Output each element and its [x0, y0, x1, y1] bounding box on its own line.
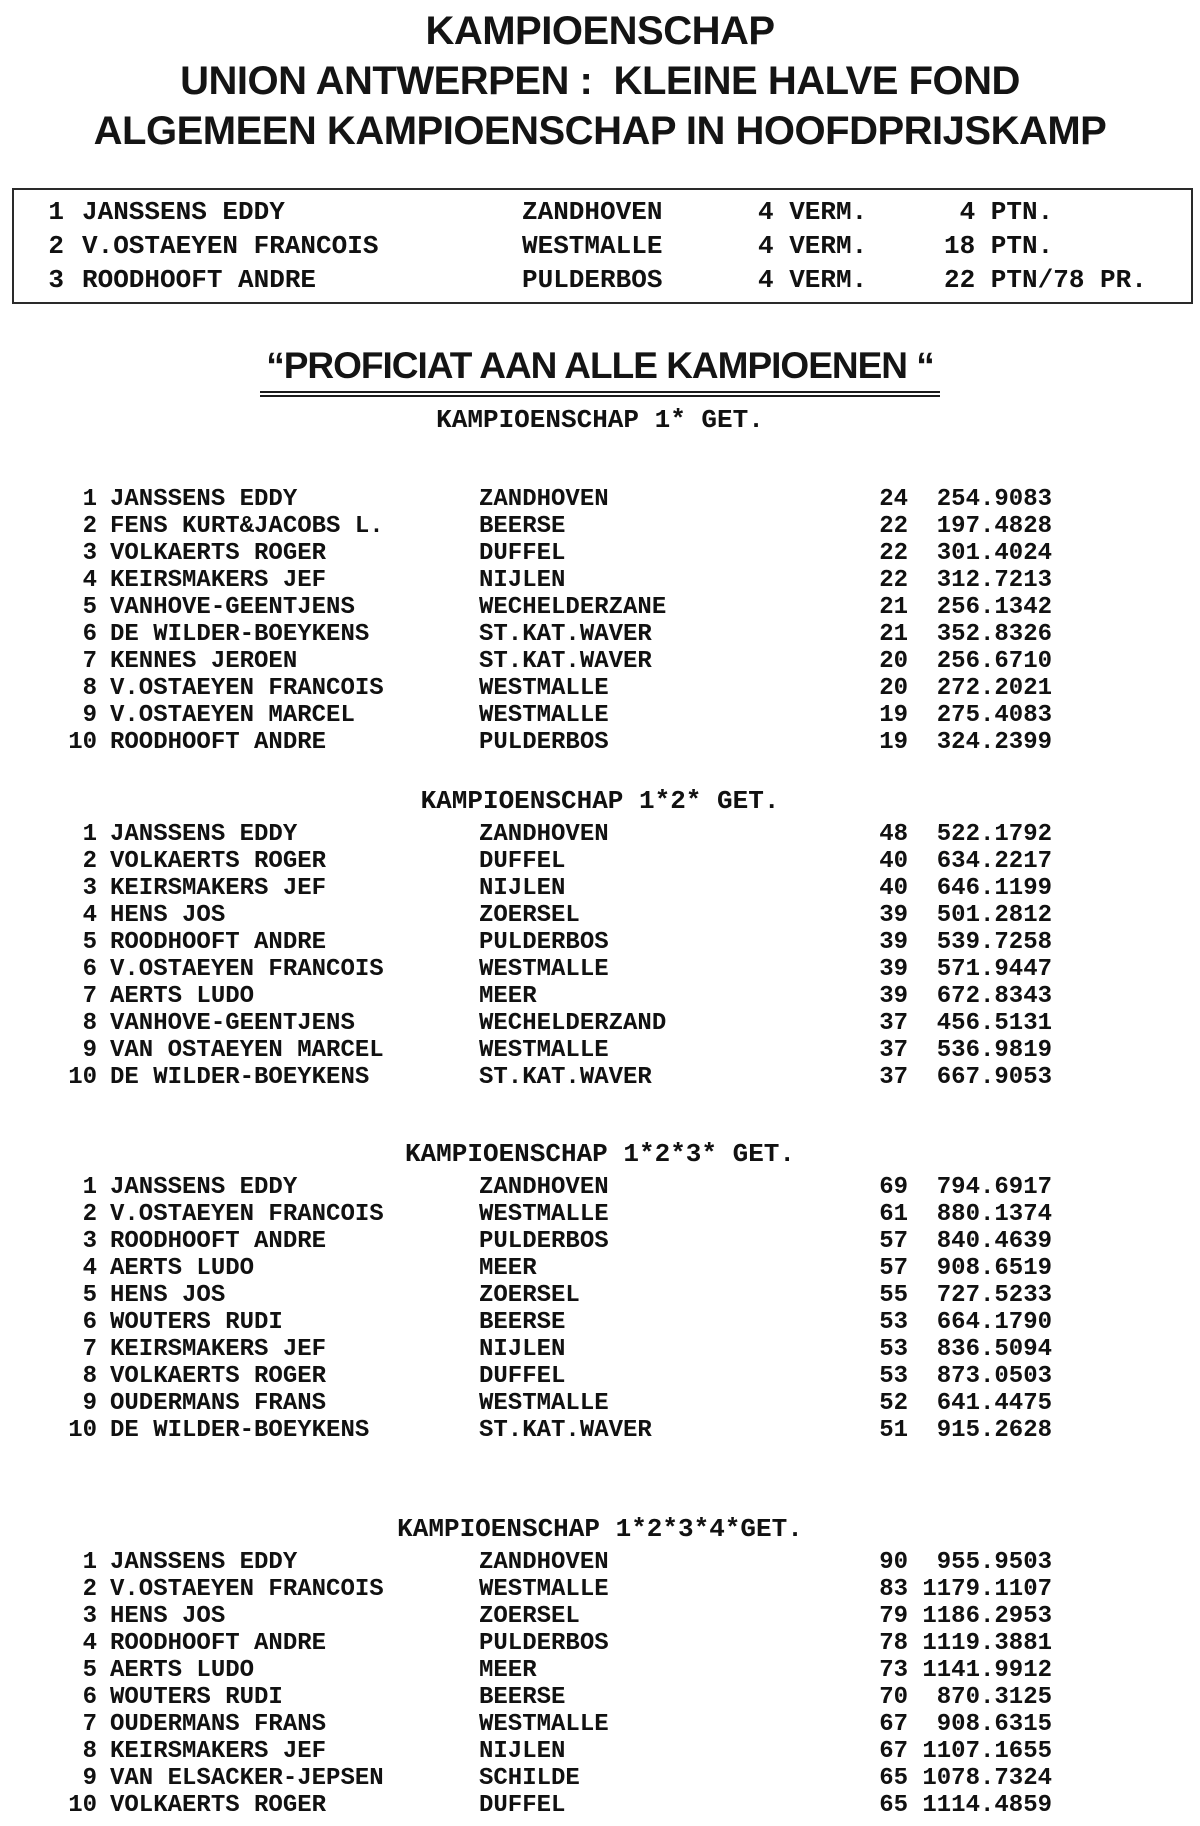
count-cell: 53: [879, 1363, 908, 1390]
rank-cell: 3: [48, 265, 64, 295]
rank-cell: 2: [82, 513, 97, 540]
name-cell: AERTS LUDO: [110, 1657, 255, 1684]
name-cell: OUDERMANS FRANS: [110, 1390, 327, 1417]
name-cell: KEIRSMAKERS JEF: [110, 875, 327, 902]
table-row: [0, 821, 1200, 848]
table-row: [0, 983, 1200, 1010]
table-row: [0, 675, 1200, 702]
points-cell: 836.5094: [936, 1336, 1052, 1363]
city-cell: WESTMALLE: [479, 1576, 609, 1603]
name-cell: ROODHOOFT ANDRE: [110, 1228, 327, 1255]
city-cell: DUFFEL: [479, 1363, 566, 1390]
count-cell: 39: [879, 902, 908, 929]
table-row: [0, 1603, 1200, 1630]
name-cell: JANSSENS EDDY: [110, 486, 298, 513]
rank-cell: 1: [82, 1549, 97, 1576]
rank-cell: 6: [82, 1684, 97, 1711]
city-cell: PULDERBOS: [479, 1630, 609, 1657]
name-cell: KENNES JEROEN: [110, 648, 298, 675]
points-cell: 4 PTN.: [944, 197, 1054, 227]
city-cell: DUFFEL: [479, 1792, 566, 1819]
name-cell: VOLKAERTS ROGER: [110, 1792, 327, 1819]
overall-row: [14, 195, 1191, 229]
name-cell: ROODHOOFT ANDRE: [110, 1630, 327, 1657]
count-cell: 69: [879, 1174, 908, 1201]
rank-cell: 6: [82, 621, 97, 648]
rank-cell: 5: [82, 1282, 97, 1309]
overall-championship-box: [12, 188, 1193, 304]
table-row: [0, 567, 1200, 594]
count-cell: 57: [879, 1255, 908, 1282]
count-cell: 20: [879, 675, 908, 702]
count-cell: 22: [879, 540, 908, 567]
city-cell: BEERSE: [479, 513, 566, 540]
rank-cell: 9: [82, 1390, 97, 1417]
points-cell: 539.7258: [936, 929, 1052, 956]
count-cell: 79: [879, 1603, 908, 1630]
table-row: [0, 1255, 1200, 1282]
points-cell: 1107.1655: [922, 1738, 1052, 1765]
points-cell: 352.8326: [936, 621, 1052, 648]
name-cell: ROODHOOFT ANDRE: [110, 929, 327, 956]
title-line-3: ALGEMEEN KAMPIOENSCHAP IN HOOFDPRIJSKAMP: [93, 109, 1107, 153]
points-cell: 1186.2953: [922, 1603, 1052, 1630]
city-cell: WESTMALLE: [479, 1390, 609, 1417]
city-cell: ZANDHOVEN: [479, 1174, 609, 1201]
name-cell: V.OSTAEYEN FRANCOIS: [110, 675, 384, 702]
rank-cell: 7: [82, 1711, 97, 1738]
count-cell: 61: [879, 1201, 908, 1228]
rank-cell: 1: [82, 1174, 97, 1201]
city-cell: NIJLEN: [479, 567, 566, 594]
name-cell: V.OSTAEYEN FRANCOIS: [110, 1576, 384, 1603]
table-row: [0, 1390, 1200, 1417]
count-cell: 39: [879, 929, 908, 956]
rank-cell: 9: [82, 1037, 97, 1064]
name-cell: V.OSTAEYEN FRANCOIS: [82, 231, 379, 261]
points-cell: 536.9819: [936, 1037, 1052, 1064]
rank-cell: 8: [82, 1010, 97, 1037]
rank-cell: 5: [82, 929, 97, 956]
name-cell: VOLKAERTS ROGER: [110, 848, 327, 875]
rank-cell: 2: [82, 1576, 97, 1603]
name-cell: V.OSTAEYEN MARCEL: [110, 702, 355, 729]
vermeldingen-cell: 4 VERM.: [758, 231, 868, 261]
name-cell: VOLKAERTS ROGER: [110, 540, 327, 567]
table-row: [0, 621, 1200, 648]
count-cell: 39: [879, 956, 908, 983]
name-cell: AERTS LUDO: [110, 983, 255, 1010]
points-cell: 272.2021: [936, 675, 1052, 702]
rank-cell: 8: [82, 675, 97, 702]
rank-cell: 8: [82, 1363, 97, 1390]
count-cell: 53: [879, 1336, 908, 1363]
count-cell: 78: [879, 1630, 908, 1657]
ranking-table-1-2-3-get: [0, 1174, 1200, 1444]
city-cell: WESTMALLE: [479, 702, 609, 729]
table-row: [0, 875, 1200, 902]
rank-cell: 2: [48, 231, 64, 261]
name-cell: HENS JOS: [110, 1282, 226, 1309]
name-cell: OUDERMANS FRANS: [110, 1711, 327, 1738]
points-cell: 873.0503: [936, 1363, 1052, 1390]
table-row: [0, 1711, 1200, 1738]
points-cell: 880.1374: [936, 1201, 1052, 1228]
count-cell: 19: [879, 702, 908, 729]
city-cell: NIJLEN: [479, 875, 566, 902]
city-cell: ZANDHOVEN: [479, 486, 609, 513]
name-cell: VANHOVE-GEENTJENS: [110, 594, 355, 621]
city-cell: ZOERSEL: [479, 902, 580, 929]
count-cell: 37: [879, 1037, 908, 1064]
table-row: [0, 486, 1200, 513]
count-cell: 55: [879, 1282, 908, 1309]
rank-cell: 10: [68, 1792, 97, 1819]
points-cell: 571.9447: [936, 956, 1052, 983]
count-cell: 65: [879, 1765, 908, 1792]
city-cell: WESTMALLE: [479, 1201, 609, 1228]
city-cell: ZOERSEL: [479, 1282, 580, 1309]
city-cell: NIJLEN: [479, 1738, 566, 1765]
count-cell: 51: [879, 1417, 908, 1444]
points-cell: 840.4639: [936, 1228, 1052, 1255]
points-cell: 522.1792: [936, 821, 1052, 848]
table-row: [0, 1336, 1200, 1363]
name-cell: FENS KURT&JACOBS L.: [110, 513, 384, 540]
city-cell: MEER: [479, 1657, 537, 1684]
vermeldingen-cell: 4 VERM.: [758, 197, 868, 227]
city-cell: PULDERBOS: [522, 265, 663, 295]
table-row: [0, 1174, 1200, 1201]
count-cell: 90: [879, 1549, 908, 1576]
table-row: [0, 1228, 1200, 1255]
rank-cell: 9: [82, 1765, 97, 1792]
section-title-1-2-3-get: KAMPIOENSCHAP 1*2*3* GET.: [404, 1139, 796, 1169]
name-cell: KEIRSMAKERS JEF: [110, 1336, 327, 1363]
count-cell: 39: [879, 983, 908, 1010]
table-row: [0, 1792, 1200, 1819]
name-cell: JANSSENS EDDY: [110, 821, 298, 848]
points-cell: 1078.7324: [922, 1765, 1052, 1792]
city-cell: ZANDHOVEN: [479, 1549, 609, 1576]
city-cell: ST.KAT.WAVER: [479, 1064, 652, 1091]
points-cell: 312.7213: [936, 567, 1052, 594]
count-cell: 21: [879, 621, 908, 648]
rank-cell: 2: [82, 848, 97, 875]
points-cell: 1141.9912: [922, 1657, 1052, 1684]
table-row: [0, 1010, 1200, 1037]
name-cell: JANSSENS EDDY: [82, 197, 285, 227]
name-cell: HENS JOS: [110, 1603, 226, 1630]
points-cell: 664.1790: [936, 1309, 1052, 1336]
rank-cell: 3: [82, 875, 97, 902]
points-cell: 1119.3881: [922, 1630, 1052, 1657]
city-cell: SCHILDE: [479, 1765, 580, 1792]
city-cell: ST.KAT.WAVER: [479, 621, 652, 648]
table-row: [0, 1684, 1200, 1711]
city-cell: PULDERBOS: [479, 1228, 609, 1255]
table-row: [0, 1037, 1200, 1064]
city-cell: WESTMALLE: [479, 675, 609, 702]
rank-cell: 10: [68, 1417, 97, 1444]
name-cell: JANSSENS EDDY: [110, 1174, 298, 1201]
count-cell: 65: [879, 1792, 908, 1819]
rank-cell: 8: [82, 1738, 97, 1765]
points-cell: 256.6710: [936, 648, 1052, 675]
name-cell: V.OSTAEYEN FRANCOIS: [110, 1201, 384, 1228]
count-cell: 20: [879, 648, 908, 675]
table-row: [0, 1064, 1200, 1091]
points-cell: 256.1342: [936, 594, 1052, 621]
count-cell: 40: [879, 848, 908, 875]
rank-cell: 10: [68, 1064, 97, 1091]
ranking-table-1-2-3-4-get: [0, 1549, 1200, 1819]
points-cell: 634.2217: [936, 848, 1052, 875]
table-row: [0, 956, 1200, 983]
table-row: [0, 729, 1200, 756]
city-cell: ZOERSEL: [479, 1603, 580, 1630]
points-cell: 197.4828: [936, 513, 1052, 540]
points-cell: 18 PTN.: [944, 231, 1054, 261]
city-cell: WECHELDERZANE: [479, 594, 667, 621]
ranking-table-1-get: [0, 486, 1200, 756]
city-cell: WECHELDERZAND: [479, 1010, 667, 1037]
overall-row: [14, 263, 1191, 297]
table-row: [0, 1309, 1200, 1336]
count-cell: 52: [879, 1390, 908, 1417]
points-cell: 908.6519: [936, 1255, 1052, 1282]
city-cell: BEERSE: [479, 1309, 566, 1336]
table-row: [0, 1363, 1200, 1390]
count-cell: 24: [879, 486, 908, 513]
rank-cell: 1: [82, 821, 97, 848]
table-row: [0, 1630, 1200, 1657]
table-row: [0, 848, 1200, 875]
name-cell: VAN OSTAEYEN MARCEL: [110, 1037, 384, 1064]
rank-cell: 4: [82, 902, 97, 929]
city-cell: ZANDHOVEN: [479, 821, 609, 848]
points-cell: 22 PTN/78 PR.: [944, 265, 1147, 295]
points-cell: 641.4475: [936, 1390, 1052, 1417]
points-cell: 727.5233: [936, 1282, 1052, 1309]
section-title-1-get: KAMPIOENSCHAP 1* GET.: [436, 405, 764, 435]
name-cell: WOUTERS RUDI: [110, 1309, 283, 1336]
points-cell: 870.3125: [936, 1684, 1052, 1711]
city-cell: ST.KAT.WAVER: [479, 1417, 652, 1444]
count-cell: 40: [879, 875, 908, 902]
table-row: [0, 1549, 1200, 1576]
count-cell: 19: [879, 729, 908, 756]
title-line-1: KAMPIOENSCHAP: [425, 9, 775, 53]
rank-cell: 5: [82, 1657, 97, 1684]
points-cell: 646.1199: [936, 875, 1052, 902]
congrats-heading: “PROFICIAT AAN ALLE KAMPIOENEN “: [260, 344, 940, 397]
rank-cell: 10: [68, 729, 97, 756]
city-cell: MEER: [479, 1255, 537, 1282]
rank-cell: 3: [82, 1603, 97, 1630]
count-cell: 21: [879, 594, 908, 621]
points-cell: 667.9053: [936, 1064, 1052, 1091]
table-row: [0, 1282, 1200, 1309]
name-cell: WOUTERS RUDI: [110, 1684, 283, 1711]
table-row: [0, 648, 1200, 675]
city-cell: WESTMALLE: [479, 1037, 609, 1064]
city-cell: ST.KAT.WAVER: [479, 648, 652, 675]
rank-cell: 3: [82, 1228, 97, 1255]
ranking-table-1-2-get: [0, 821, 1200, 1091]
table-row: [0, 513, 1200, 540]
city-cell: DUFFEL: [479, 540, 566, 567]
city-cell: BEERSE: [479, 1684, 566, 1711]
city-cell: WESTMALLE: [479, 956, 609, 983]
points-cell: 501.2812: [936, 902, 1052, 929]
name-cell: V.OSTAEYEN FRANCOIS: [110, 956, 384, 983]
count-cell: 57: [879, 1228, 908, 1255]
city-cell: ZANDHOVEN: [522, 197, 663, 227]
name-cell: KEIRSMAKERS JEF: [110, 1738, 327, 1765]
points-cell: 915.2628: [936, 1417, 1052, 1444]
count-cell: 83: [879, 1576, 908, 1603]
count-cell: 73: [879, 1657, 908, 1684]
table-row: [0, 702, 1200, 729]
count-cell: 22: [879, 567, 908, 594]
table-row: [0, 1657, 1200, 1684]
points-cell: 1114.4859: [922, 1792, 1052, 1819]
rank-cell: 3: [82, 540, 97, 567]
table-row: [0, 594, 1200, 621]
city-cell: DUFFEL: [479, 848, 566, 875]
name-cell: AERTS LUDO: [110, 1255, 255, 1282]
name-cell: VOLKAERTS ROGER: [110, 1363, 327, 1390]
rank-cell: 7: [82, 1336, 97, 1363]
count-cell: 37: [879, 1010, 908, 1037]
name-cell: JANSSENS EDDY: [110, 1549, 298, 1576]
table-row: [0, 1738, 1200, 1765]
name-cell: VAN ELSACKER-JEPSEN: [110, 1765, 384, 1792]
count-cell: 48: [879, 821, 908, 848]
count-cell: 37: [879, 1064, 908, 1091]
rank-cell: 1: [48, 197, 64, 227]
section-title-1-2-get: KAMPIOENSCHAP 1*2* GET.: [420, 786, 780, 816]
points-cell: 672.8343: [936, 983, 1052, 1010]
count-cell: 53: [879, 1309, 908, 1336]
points-cell: 301.4024: [936, 540, 1052, 567]
city-cell: NIJLEN: [479, 1336, 566, 1363]
rank-cell: 1: [82, 486, 97, 513]
name-cell: DE WILDER-BOEYKENS: [110, 1064, 370, 1091]
title-line-2: UNION ANTWERPEN : KLEINE HALVE FOND: [180, 59, 1020, 103]
city-cell: WESTMALLE: [522, 231, 663, 261]
table-row: [0, 929, 1200, 956]
rank-cell: 6: [82, 956, 97, 983]
vermeldingen-cell: 4 VERM.: [758, 265, 868, 295]
rank-cell: 7: [82, 648, 97, 675]
points-cell: 1179.1107: [922, 1576, 1052, 1603]
points-cell: 275.4083: [936, 702, 1052, 729]
rank-cell: 2: [82, 1201, 97, 1228]
count-cell: 22: [879, 513, 908, 540]
rank-cell: 9: [82, 702, 97, 729]
rank-cell: 5: [82, 594, 97, 621]
points-cell: 908.6315: [936, 1711, 1052, 1738]
points-cell: 254.9083: [936, 486, 1052, 513]
overall-row: [14, 229, 1191, 263]
name-cell: DE WILDER-BOEYKENS: [110, 621, 370, 648]
document-header: [0, 0, 1200, 156]
name-cell: ROODHOOFT ANDRE: [82, 265, 317, 295]
points-cell: 794.6917: [936, 1174, 1052, 1201]
section-title-1-2-3-4-get: KAMPIOENSCHAP 1*2*3*4*GET.: [397, 1514, 803, 1544]
name-cell: KEIRSMAKERS JEF: [110, 567, 327, 594]
city-cell: MEER: [479, 983, 537, 1010]
name-cell: DE WILDER-BOEYKENS: [110, 1417, 370, 1444]
congrats-heading-wrap: [0, 344, 1200, 397]
count-cell: 67: [879, 1738, 908, 1765]
table-row: [0, 1765, 1200, 1792]
table-row: [0, 540, 1200, 567]
table-row: [0, 1201, 1200, 1228]
points-cell: 324.2399: [936, 729, 1052, 756]
name-cell: VANHOVE-GEENTJENS: [110, 1010, 355, 1037]
city-cell: PULDERBOS: [479, 729, 609, 756]
name-cell: ROODHOOFT ANDRE: [110, 729, 327, 756]
rank-cell: 6: [82, 1309, 97, 1336]
table-row: [0, 1417, 1200, 1444]
rank-cell: 4: [82, 1630, 97, 1657]
count-cell: 67: [879, 1711, 908, 1738]
count-cell: 70: [879, 1684, 908, 1711]
table-row: [0, 1576, 1200, 1603]
name-cell: HENS JOS: [110, 902, 226, 929]
points-cell: 955.9503: [936, 1549, 1052, 1576]
points-cell: 456.5131: [936, 1010, 1052, 1037]
rank-cell: 7: [82, 983, 97, 1010]
city-cell: PULDERBOS: [479, 929, 609, 956]
rank-cell: 4: [82, 567, 97, 594]
rank-cell: 4: [82, 1255, 97, 1282]
city-cell: WESTMALLE: [479, 1711, 609, 1738]
table-row: [0, 902, 1200, 929]
